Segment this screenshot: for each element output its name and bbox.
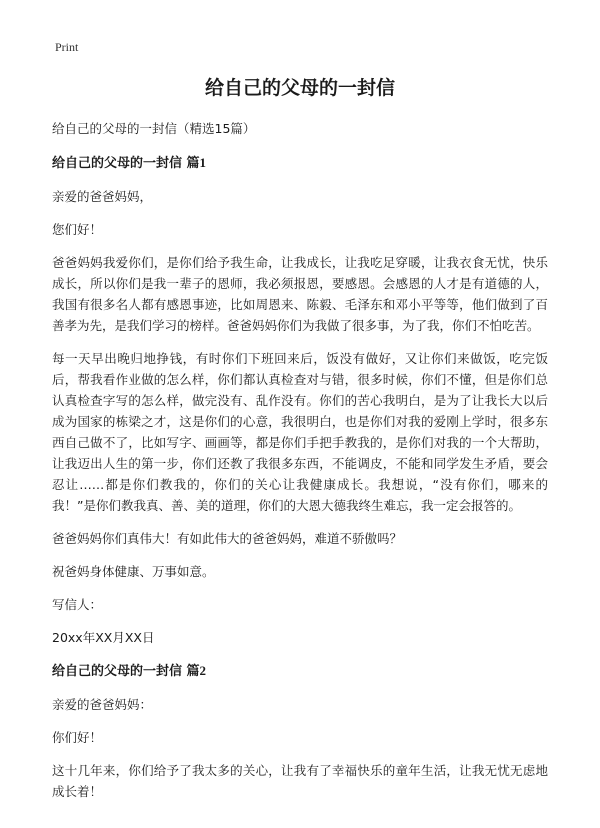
- letter-date: 20xx年XX月XX日: [52, 630, 155, 645]
- section-heading-1: [52, 152, 548, 174]
- salutation: 亲爱的爸爸妈妈，: [52, 189, 153, 204]
- print-link[interactable]: Print: [55, 40, 79, 54]
- body-paragraph: 这十几年来，你们给予了我太多的关心，让我有了幸福快乐的童年生活，让我无忧无虑地成长着！: [52, 763, 548, 799]
- section-heading-number: 2: [199, 663, 207, 678]
- document-title: 给自己的父母的一封信: [204, 77, 395, 99]
- greeting: 您们好！: [52, 222, 103, 237]
- greeting: 你们好！: [52, 730, 103, 745]
- section-heading-2: [52, 660, 548, 682]
- document-subtitle: 给自己的父母的一封信（精选15篇）: [52, 121, 256, 136]
- section-heading-text: 给自己的父母的一封信 篇: [52, 664, 200, 679]
- section-heading-text: 给自己的父母的一封信 篇: [52, 156, 200, 171]
- body-paragraph-1: 爸爸妈妈我爱你们，是你们给予我生命，让我成长，让我吃足穿暖，让我衣食无忧，快乐成长，所以你们是我一辈子的恩师，我必须报恩，要感恩。会感恩的人才是有道德的人，我国有很多名人都有感恩事迹，比如周恩来、陈毅、毛泽东和邓小平等等，他们做到了百善孝为先，是我们学习的榜样。爸爸妈妈你们为我做了很多事，为了我，你们不怕吃苦。: [52, 255, 548, 333]
- writer-label: 写信人：: [52, 597, 103, 612]
- section-heading-number: 1: [199, 155, 207, 170]
- salutation: 亲爱的爸爸妈妈：: [52, 697, 153, 712]
- body-paragraph-3: 爸爸妈妈你们真伟大！有如此伟大的爸爸妈妈，难道不骄傲吗？: [52, 531, 403, 546]
- closing-wish: 祝爸妈身体健康、万事如意。: [52, 564, 215, 579]
- body-paragraph-2: 每一天早出晚归地挣钱，有时你们下班回来后，饭没有做好，又让你们来做饭，吃完饭后，帮我看作业做的怎么样，你们都认真检查对与错，很多时候，你们不懂，但是你们总认真检查字写的怎么样，做完没有、乱作没有。你们的苦心我明白，是为了让我长大以后成为国家的栋梁之才，这是你们的心意，我很明白，也是你们对我的爱刚上学时，很多东西自己做不了，比如写字、画画等，都是你们手把手教我的，是你们对我的一个大帮助，让我迈出人生的第一步，你们还教了我很多东西，不能调皮，不能和同学发生矛盾，要会忍让……都是你们教我的，你们的关心让我健康成长。我想说，“没有你们，哪来的我！”是你们教我真、善、美的道理，你们的大恩大德我终生难忘，我一定会报答的。: [52, 351, 548, 513]
